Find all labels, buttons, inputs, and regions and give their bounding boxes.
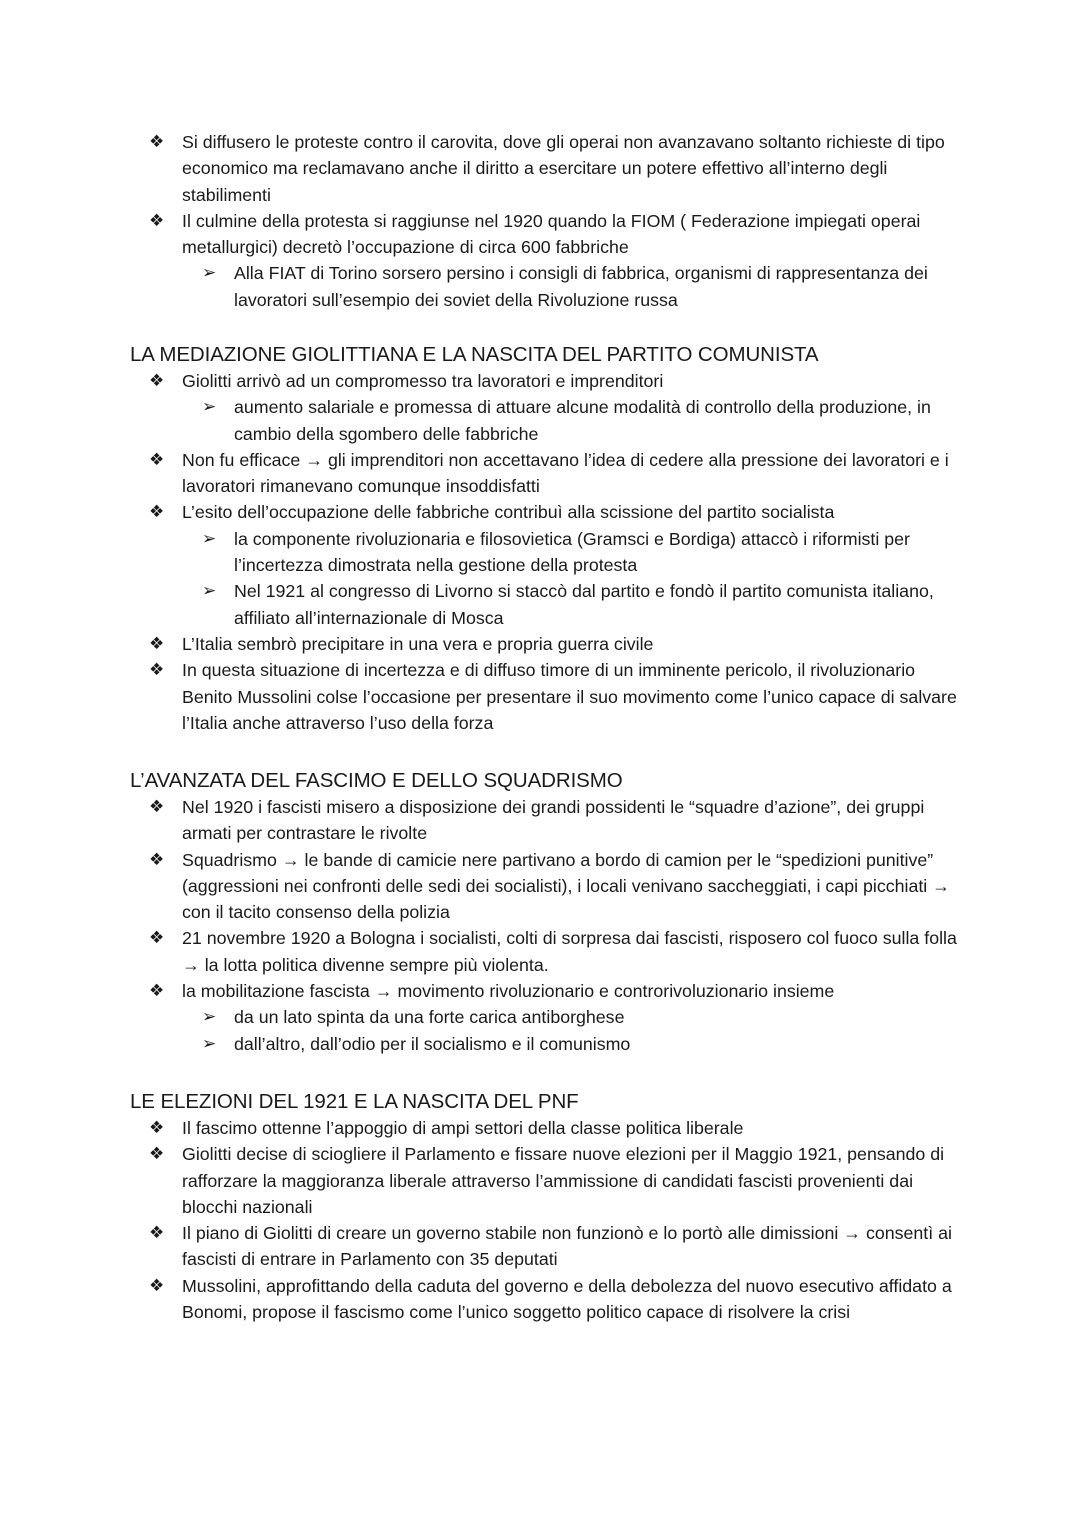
list-item [130,1273,960,1326]
section-elezioni-1921 [130,1088,960,1325]
list-item-text: L’Italia sembrò precipitare in una vera e propria guerra civile [182,633,654,654]
section-mediazione [130,341,960,736]
list-item [130,847,960,926]
section-squadrismo [130,767,960,1057]
diamond-bullet-icon: ❖ [149,371,165,390]
intro-section [130,129,960,313]
arrow-bullet-icon: ➢ [202,528,217,548]
list-item [130,129,960,208]
list-item [130,925,960,978]
list-item-text: 21 novembre 1920 a Bologna i socialisti, colti di sorpresa dai fascisti, risposero col fuoco sulla folla → la lotta politica divenne sempre più violenta. [182,928,957,975]
diamond-bullet-icon: ❖ [149,928,165,948]
diamond-bullet-icon: ❖ [149,1275,165,1295]
arrow-bullet-icon: ➢ [202,397,217,417]
list-item [130,447,960,500]
sub-list-item [130,1031,960,1057]
section-heading: L’AVANZATA DEL FASCIMO E DELLO SQUADRISMO [130,769,623,792]
arrow-bullet-icon: ➢ [202,1007,217,1027]
list-item [130,631,960,657]
sub-list-item-text: Alla FIAT di Torino sorsero persino i consigli di fabbrica, organismi di rappresentanza dei lavoratori sull’esempio dei soviet della Rivoluzione russa [234,263,928,310]
sub-list-item [130,394,960,447]
diamond-bullet-icon: ❖ [149,132,165,151]
sub-list-item [130,1004,960,1030]
list-item-text: Il fascimo ottenne l’appoggio di ampi settori della classe politica liberale [182,1118,744,1138]
diamond-bullet-icon: ❖ [149,502,165,522]
list-item-text: L’esito dell’occupazione delle fabbriche contribuì alla scissione del partito socialista [182,502,835,523]
sub-list-item [130,260,960,313]
list-item [130,1115,960,1141]
arrow-bullet-icon: ➢ [202,1033,217,1053]
list-item-text: Giolitti decise di sciogliere il Parlamento e fissare nuove elezioni per il Maggio 1921, pensando di rafforzare la maggioranza liberale attraverso l’ammissione di candidati fascisti provenienti dai blocchi nazionali [182,1144,945,1217]
list-item-text: Si diffusero le proteste contro il carovita, dove gli operai non avanzavano soltanto richieste di tipo economico ma reclamavano anche il diritto a esercitare un potere effettivo all’interno degli stabilimenti [182,132,945,205]
diamond-bullet-icon: ❖ [149,797,165,816]
list-item-text: Il culmine della protesta si raggiunse nel 1920 quando la FIOM ( Federazione impiegati operai metallurgici) decretò l’occupazione di circa 600 fabbriche [182,210,921,258]
sub-list-item-text: la componente rivoluzionaria e filosovietica (Gramsci e Bordiga) attaccò i riformisti per l’incertezza dimostrata nella gestione della protesta [234,528,910,576]
list-item-text: Il piano di Giolitti di creare un governo stabile non funzionò e lo portò alle dimissioni → consentì ai fascisti di entrare in Parlamento con 35 deputati [182,1223,952,1270]
list-item [130,978,960,1004]
list-item-text: Nel 1920 i fascisti misero a disposizione dei grandi possidenti le “squadre d’azione”, dei gruppi armati per contrastare le rivolte [182,797,925,844]
list-item-text: Mussolini, approfittando della caduta del governo e della debolezza del nuovo esecutivo affidato a Bonomi, propose il fascismo come l’unico soggetto politico capace di risolvere la crisi [182,1275,952,1323]
diamond-bullet-icon: ❖ [149,660,165,680]
arrow-bullet-icon: ➢ [202,263,217,283]
sub-list-item [130,526,960,579]
list-item-text: Squadrismo → le bande di camicie nere partivano a bordo di camion per le “spedizioni punitive” (aggressioni nei confronti delle sedi dei socialisti), i locali venivano saccheggiati, i capi picchiati → con il tacito consenso della polizia [182,849,950,923]
diamond-bullet-icon: ❖ [149,849,165,869]
list-item-text: Non fu efficace → gli imprenditori non accettavano l’idea di cedere alla pressione dei lavoratori e i lavoratori rimanevano comunque insoddisfatti [182,449,949,497]
list-item-text: In questa situazione di incertezza e di diffuso timore di un imminente pericolo, il rivoluzionario Benito Mussolini colse l’occasione per presentare il suo movimento come l’unico capace di salvare l’Italia anche attraverso l’uso della forza [182,660,957,733]
arrow-bullet-icon: ➢ [202,581,217,601]
list-item [130,794,960,847]
diamond-bullet-icon: ❖ [149,1118,165,1137]
list-item [130,657,960,736]
list-item [130,368,960,394]
diamond-bullet-icon: ❖ [149,1144,165,1164]
diamond-bullet-icon: ❖ [149,1223,165,1243]
section-heading: LA MEDIAZIONE GIOLITTIANA E LA NASCITA DEL PARTITO COMUNISTA [130,343,819,366]
diamond-bullet-icon: ❖ [149,210,165,230]
diamond-bullet-icon: ❖ [149,449,165,469]
list-item [130,208,960,261]
diamond-bullet-icon: ❖ [149,633,165,653]
list-item [130,499,960,525]
diamond-bullet-icon: ❖ [149,981,165,1001]
list-item-text: Giolitti arrivò ad un compromesso tra lavoratori e imprenditori [182,371,664,391]
list-item [130,1220,960,1273]
sub-list-item [130,578,960,631]
sub-list-item-text: aumento salariale e promessa di attuare alcune modalità di controllo della produzione, in cambio della sgombero delle fabbriche [234,397,931,444]
list-item [130,1141,960,1220]
sub-list-item-text: dall’altro, dall’odio per il socialismo e il comunismo [234,1033,631,1054]
sub-list-item-text: Nel 1921 al congresso di Livorno si staccò dal partito e fondò il partito comunista italiano, affiliato all’internazionale di Mosca [234,581,934,628]
sub-list-item-text: da un lato spinta da una forte carica antiborghese [234,1007,625,1028]
list-item-text: la mobilitazione fascista → movimento rivoluzionario e controrivoluzionario insieme [182,981,835,1002]
section-heading: LE ELEZIONI DEL 1921 E LA NASCITA DEL PNF [130,1090,579,1113]
